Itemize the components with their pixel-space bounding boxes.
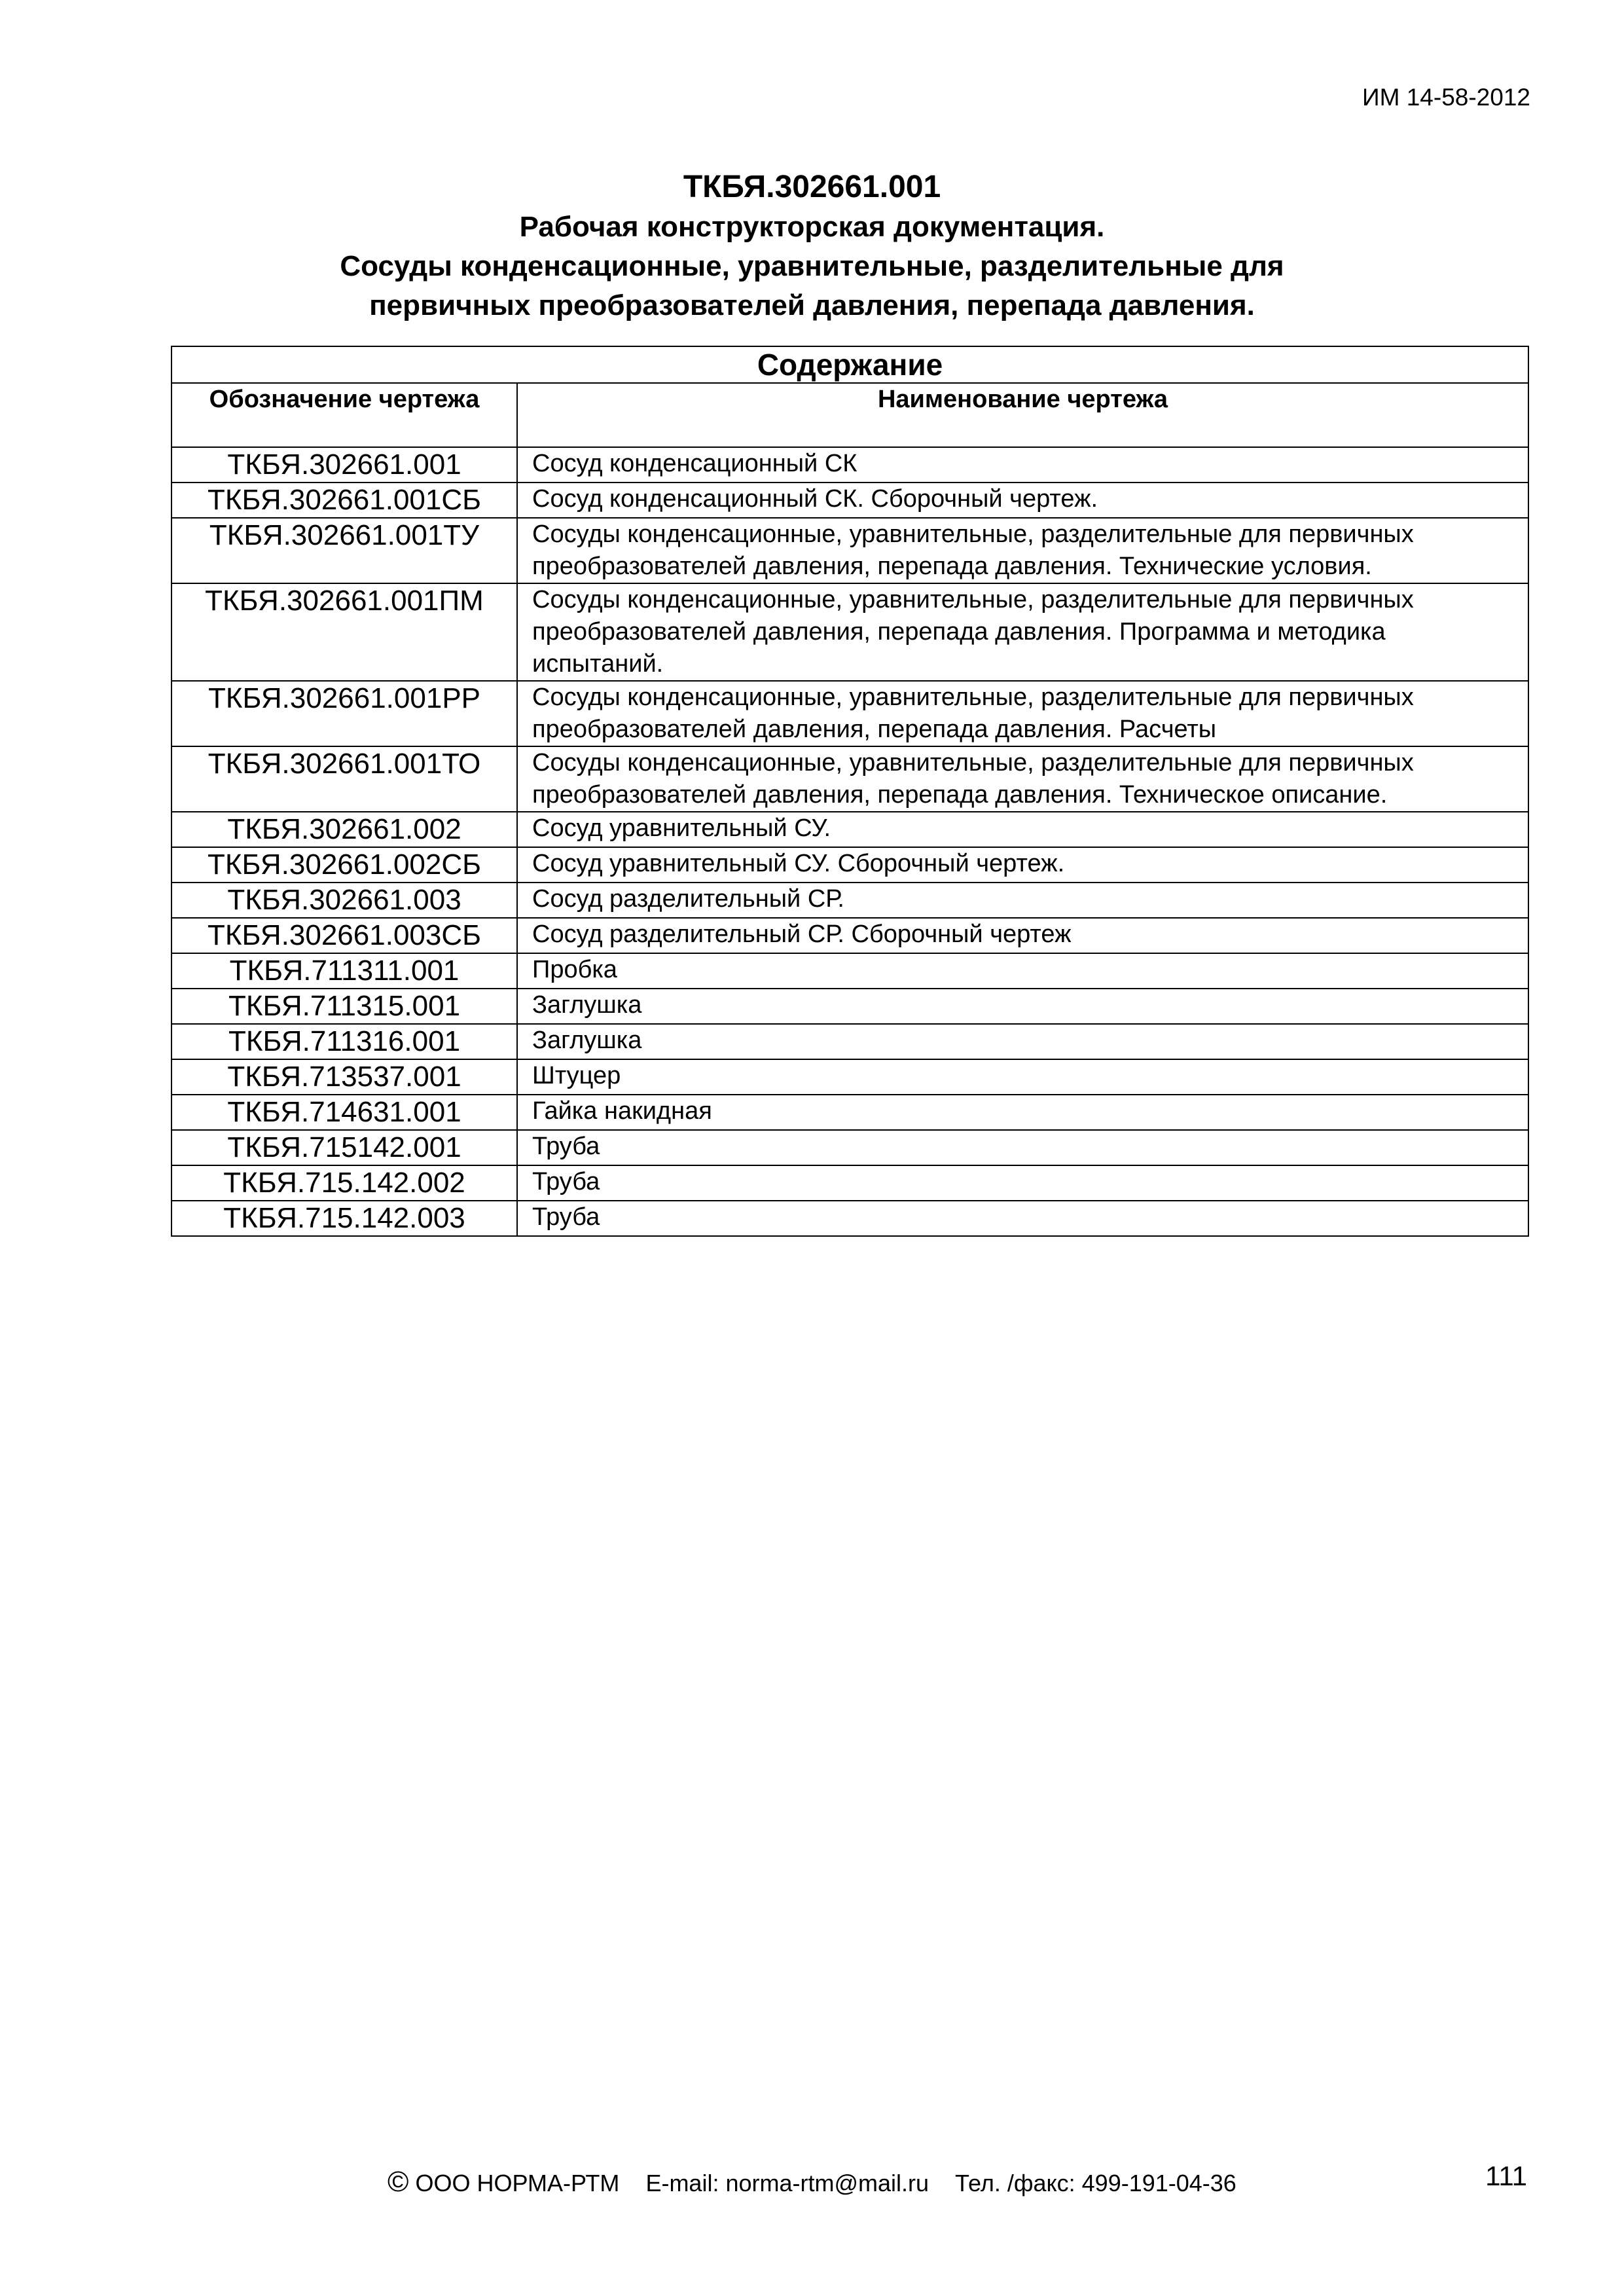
table-row (171, 681, 1528, 746)
drawing-code-cell: ТКБЯ.302661.001ТУ (171, 518, 517, 583)
table-row (171, 883, 1528, 918)
table-header-row (171, 383, 1528, 447)
drawing-code-cell: ТКБЯ.302661.001РР (171, 681, 517, 746)
drawing-code-cell: ТКБЯ.302661.002 (171, 812, 517, 847)
drawing-name-cell: Сосуд конденсационный СК (517, 447, 1528, 483)
drawing-code-cell: ТКБЯ.715.142.002 (171, 1165, 517, 1201)
table-caption: Содержание (171, 346, 1528, 383)
table-row (171, 1201, 1528, 1236)
drawing-name-cell: Труба (517, 1130, 1528, 1165)
table-row (171, 989, 1528, 1024)
drawing-name-cell: Сосуды конденсационные, уравнительные, разделительные для первичных преобразователей давления, перепада давления. Техническое описание. (517, 746, 1528, 812)
drawing-name-cell: Сосуд разделительный СР. Сборочный чертеж (517, 918, 1528, 953)
title-block (0, 167, 1624, 325)
page-number: 111 (1485, 2160, 1527, 2191)
table-row (171, 518, 1528, 583)
footer-phone: Тел. /факс: 499-191-04-36 (955, 2170, 1236, 2196)
table-row (171, 812, 1528, 847)
drawing-name-cell: Гайка накидная (517, 1095, 1528, 1130)
table-row (171, 1024, 1528, 1059)
drawing-name-cell: Труба (517, 1201, 1528, 1236)
title-line-2: Сосуды конденсационные, уравнительные, разделительные для (340, 250, 1284, 282)
drawing-code-cell: ТКБЯ.713537.001 (171, 1059, 517, 1095)
drawing-name-cell: Сосуд уравнительный СУ. (517, 812, 1528, 847)
table-row (171, 1095, 1528, 1130)
table-body (171, 447, 1528, 1236)
drawing-name-cell: Сосуд уравнительный СУ. Сборочный чертеж. (517, 847, 1528, 883)
table-row (171, 953, 1528, 989)
drawing-code-cell: ТКБЯ.715142.001 (171, 1130, 517, 1165)
column-header-code: Обозначение чертежа (171, 383, 517, 447)
document-code: ИМ 14-58-2012 (1362, 84, 1530, 111)
title-line-3: первичных преобразователей давления, перепада давления. (369, 289, 1255, 321)
drawing-code-cell: ТКБЯ.714631.001 (171, 1095, 517, 1130)
drawing-name-cell: Сосуды конденсационные, уравнительные, разделительные для первичных преобразователей давления, перепада давления. Расчеты (517, 681, 1528, 746)
footer (388, 2166, 1236, 2198)
title-line-1: Рабочая конструкторская документация. (519, 211, 1105, 243)
drawing-name-cell: Заглушка (517, 1024, 1528, 1059)
document-designation: ТКБЯ.302661.001 (683, 170, 941, 204)
drawing-name-cell: Штуцер (517, 1059, 1528, 1095)
copyright-icon: © (388, 2166, 409, 2198)
drawing-code-cell: ТКБЯ.302661.003СБ (171, 918, 517, 953)
drawing-code-cell: ТКБЯ.302661.002СБ (171, 847, 517, 883)
drawing-code-cell: ТКБЯ.302661.003 (171, 883, 517, 918)
table-row (171, 746, 1528, 812)
drawing-code-cell: ТКБЯ.711315.001 (171, 989, 517, 1024)
drawing-name-cell: Сосуд разделительный СР. (517, 883, 1528, 918)
footer-email: E-mail: norma-rtm@mail.ru (645, 2170, 929, 2196)
table-row (171, 918, 1528, 953)
contents-table (171, 346, 1529, 1237)
drawing-name-cell: Сосуд конденсационный СК. Сборочный чертеж. (517, 483, 1528, 518)
table-row (171, 1130, 1528, 1165)
table-row (171, 1059, 1528, 1095)
drawing-name-cell: Заглушка (517, 989, 1528, 1024)
table-row (171, 447, 1528, 483)
drawing-code-cell: ТКБЯ.711311.001 (171, 953, 517, 989)
table-row (171, 483, 1528, 518)
table-row (171, 847, 1528, 883)
drawing-name-cell: Труба (517, 1165, 1528, 1201)
drawing-code-cell: ТКБЯ.711316.001 (171, 1024, 517, 1059)
drawing-code-cell: ТКБЯ.302661.001 (171, 447, 517, 483)
drawing-code-cell: ТКБЯ.715.142.003 (171, 1201, 517, 1236)
table-row (171, 583, 1528, 681)
column-header-name: Наименование чертежа (517, 383, 1528, 447)
table-caption-row (171, 346, 1528, 383)
drawing-code-cell: ТКБЯ.302661.001ПМ (171, 583, 517, 681)
footer-company: ООО НОРМА-РТМ (415, 2170, 620, 2196)
drawing-code-cell: ТКБЯ.302661.001СБ (171, 483, 517, 518)
table-row (171, 1165, 1528, 1201)
drawing-name-cell: Пробка (517, 953, 1528, 989)
drawing-name-cell: Сосуды конденсационные, уравнительные, разделительные для первичных преобразователей давления, перепада давления. Программа и методика испытаний. (517, 583, 1528, 681)
drawing-name-cell: Сосуды конденсационные, уравнительные, разделительные для первичных преобразователей давления, перепада давления. Технические условия. (517, 518, 1528, 583)
drawing-code-cell: ТКБЯ.302661.001ТО (171, 746, 517, 812)
